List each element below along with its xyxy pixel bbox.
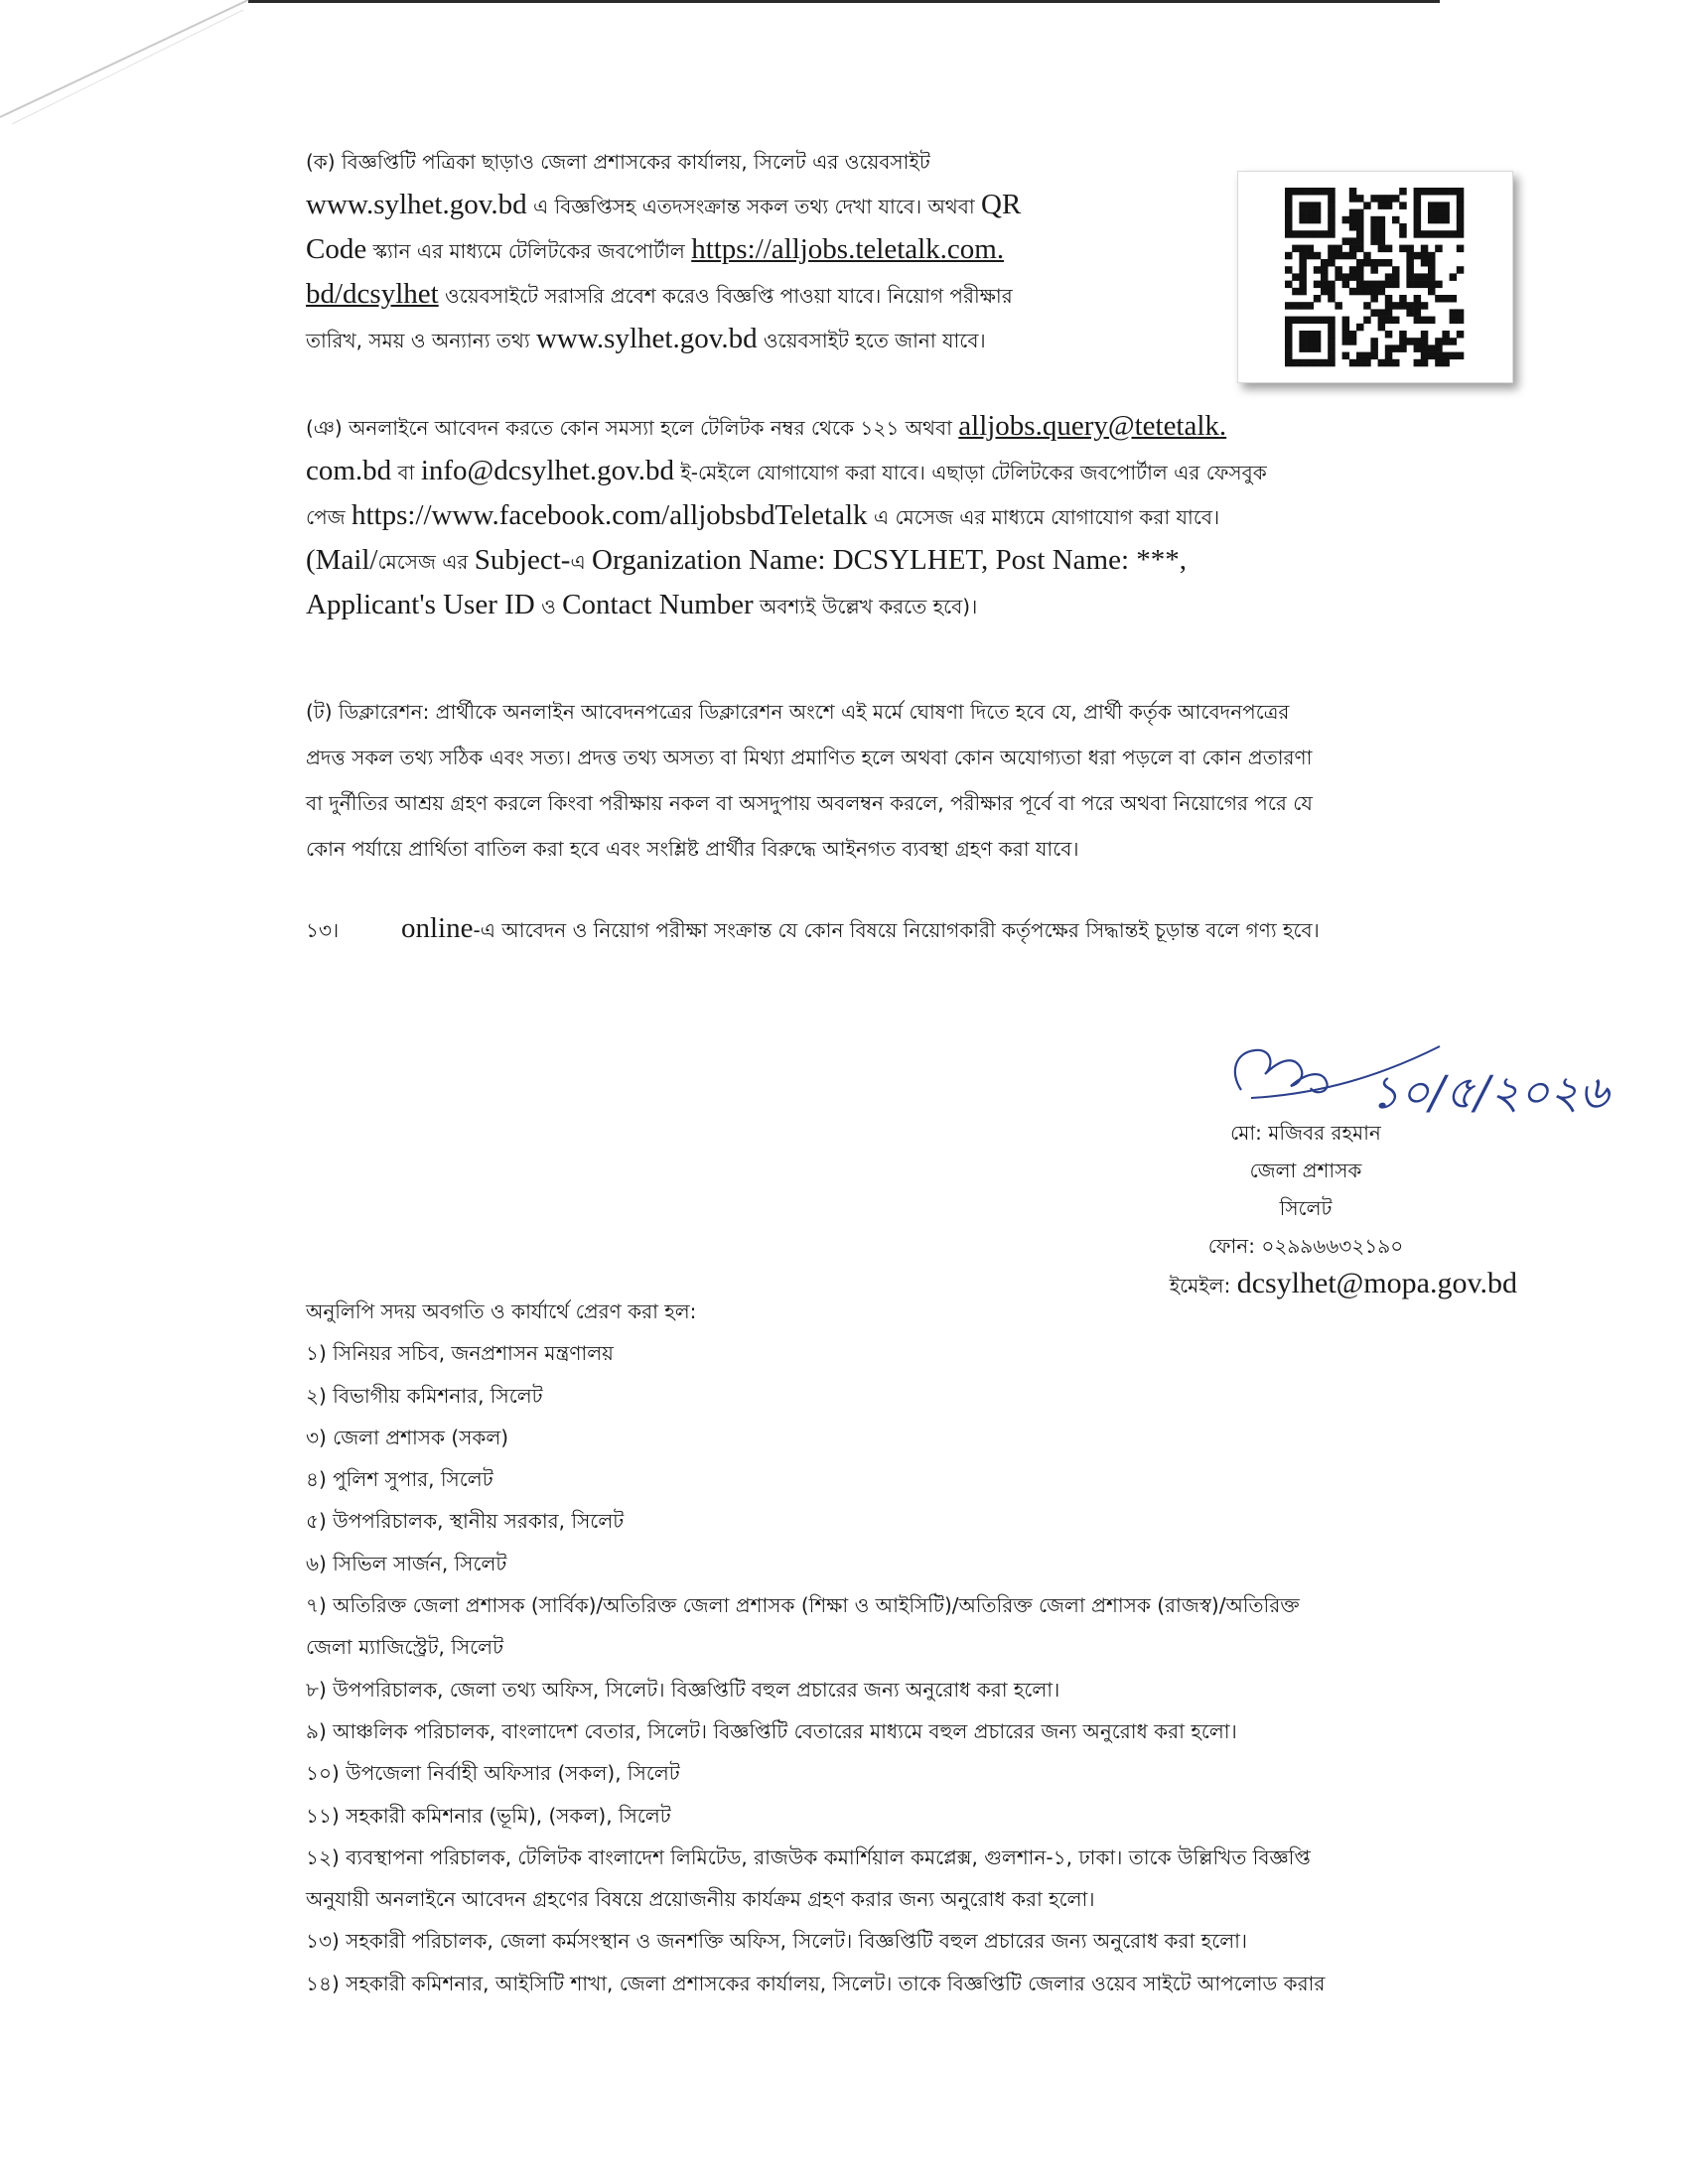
query-email-link[interactable]: alljobs.query@tetetalk. — [958, 410, 1227, 442]
paragraph-nga-line-4: (Mail/মেসেজ এর Subject-এ Organization Name: DCSYLHET, Post Name: ***, — [306, 544, 1188, 576]
copy-list-item: ১৩) সহকারী পরিচালক, জেলা কর্মসংস্থান ও জনশক্তি অফিস, সিলেট। বিজ্ঞপ্তিটি বহুল প্রচারের জন্য অনুরোধ করা হলো। — [306, 1929, 1248, 1954]
paragraph-ta-line: (ট) ডিক্লারেশন: প্রার্থীকে অনলাইন আবেদনপত্রের ডিক্লারেশন অংশে এই মর্মে ঘোষণা দিতে হবে যে, প্রার্থী কর্তৃক আবেদনপত্রের — [306, 700, 1290, 724]
copy-list-item: ১) সিনিয়র সচিব, জনপ্রশাসন মন্ত্রণালয় — [306, 1341, 614, 1366]
paragraph-nga-line-1: (ঞ) অনলাইনে আবেদন করতে কোন সমস্যা হলে টেলিটক নম্বর থেকে ১২১ অথবা alljobs.query@tetetalk. — [306, 410, 1227, 442]
scan-top-edge — [248, 0, 1440, 3]
item-13-online: online — [401, 912, 474, 944]
info-email: info@dcsylhet.gov.bd — [420, 455, 675, 486]
copy-list-item: ২) বিভাগীয় কমিশনার, সিলেট — [306, 1383, 543, 1408]
paragraph-ta-line: প্রদত্ত সকল তথ্য সঠিক এবং সত্য। প্রদত্ত তথ্য অসত্য বা মিথ্যা প্রমাণিত হলে অথবা কোন অযোগ্যতা ধরা পড়লে বা কোন প্রতারণা — [306, 746, 1313, 769]
copy-list-item: ১২) ব্যবস্থাপনা পরিচালক, টেলিটক বাংলাদেশ লিমিটেড, রাজউক কমার্শিয়াল কমপ্লেক্স, গুলশান-১, ঢাকা। তাকে উল্লিখিত বিজ্ঞপ্তি — [306, 1844, 1311, 1869]
paragraph-ta-declaration — [306, 689, 1513, 872]
paragraph-nga-line-3: পেজ https://www.facebook.com/alljobsbdTeletalk এ মেসেজ এর মাধ্যমে যোগাযোগ করা যাবে। — [306, 499, 1220, 531]
copy-list-item: ৫) উপপরিচালক, স্থানীয় সরকার, সিলেট — [306, 1509, 625, 1534]
website-url: www.sylhet.gov.bd — [535, 323, 758, 354]
signatory-name: মো: মজিবর রহমান — [1230, 1121, 1381, 1145]
signatory-block — [1142, 1114, 1517, 1304]
signatory-location: সিলেট — [1279, 1196, 1333, 1220]
copy-list-item: ৪) পুলিশ সুপার, সিলেট — [306, 1467, 493, 1492]
paragraph-ka-line-2: www.sylhet.gov.bd এ বিজ্ঞপ্তিসহ এতদসংক্রান্ত সকল তথ্য দেখা যাবে। অথবা QR — [306, 189, 1022, 220]
paragraph-ka-line-1: (ক) বিজ্ঞপ্তিটি পত্রিকা ছাড়াও জেলা প্রশাসকের কার্যালয়, সিলেট এর ওয়েবসাইট — [306, 150, 930, 174]
copy-list-item: অনুযায়ী অনলাইনে আবেদন গ্রহণের বিষয়ে প্রয়োজনীয় কার্যক্রম গ্রহণ করার জন্য অনুরোধ করা হলো। — [306, 1887, 1095, 1912]
handwritten-signature — [1211, 1013, 1610, 1122]
scan-corner-fold — [0, 0, 258, 139]
item-13-number: ১৩। — [306, 918, 340, 942]
signatory-phone: ফোন: ০২৯৯৬৬৩২১৯০ — [1207, 1234, 1404, 1258]
item-13-text: -এ আবেদন ও নিয়োগ পরীক্ষা সংক্রান্ত যে কোন বিষয়ে নিয়োগকারী কর্তৃপক্ষের সিদ্ধান্তই চূড়ান্ত বলে গণ্য হবে। — [473, 918, 1320, 942]
paragraph-ta-line: কোন পর্যায়ে প্রার্থিতা বাতিল করা হবে এবং সংশ্লিষ্ট প্রার্থীর বিরুদ্ধে আইনগত ব্যবস্থা গ্রহণ করা যাবে। — [306, 837, 1079, 861]
copy-list-item: জেলা ম্যাজিস্ট্রেট, সিলেট — [306, 1635, 503, 1660]
copy-list-item: ১০) উপজেলা নির্বাহী অফিসার (সকল), সিলেট — [306, 1761, 680, 1786]
paragraph-ka-line-4: bd/dcsylhet ওয়েবসাইটে সরাসরি প্রবেশ করেও বিজ্ঞপ্তি পাওয়া যাবে। নিয়োগ পরীক্ষার — [306, 278, 1013, 310]
copy-list-item: ৮) উপপরিচালক, জেলা তথ্য অফিস, সিলেট। বিজ্ঞপ্তিটি বহুল প্রচারের জন্য অনুরোধ করা হলো। — [306, 1677, 1060, 1702]
website-url: www.sylhet.gov.bd — [306, 189, 527, 220]
copy-list-item: ৩) জেলা প্রশাসক (সকল) — [306, 1425, 509, 1449]
paragraph-ta-line: বা দুর্নীতির আশ্রয় গ্রহণ করলে কিংবা পরীক্ষায় নকল বা অসদুপায় অবলম্বন করলে, পরীক্ষার পূর্বে বা পরে অথবা নিয়োগের পরে যে — [306, 791, 1313, 815]
paragraph-nga — [306, 405, 1513, 628]
paragraph-ka — [306, 141, 1199, 362]
paragraph-nga-line-5: Applicant's User ID ও Contact Number অবশ্যই উল্লেখ করতে হবে)। — [306, 589, 978, 620]
copy-list-item: ১১) সহকারী কমিশনার (ভূমি), (সকল), সিলেট — [306, 1803, 671, 1828]
teletalk-job-portal-link[interactable]: https://alljobs.teletalk.com. — [691, 233, 1005, 265]
signature-date: ১০/৫/২০২৬ — [1370, 1065, 1610, 1119]
paragraph-ka-line-5: তারিখ, সময় ও অন্যান্য তথ্য www.sylhet.gov.bd ওয়েবসাইট হতে জানা যাবে। — [306, 323, 986, 354]
signatory-designation: জেলা প্রশাসক — [1249, 1159, 1362, 1182]
item-13 — [306, 908, 1320, 950]
copy-list-heading: অনুলিপি সদয় অবগতি ও কার্যার্থে প্রেরণ করা হল: — [306, 1299, 697, 1323]
copy-list-item: ১৪) সহকারী কমিশনার, আইসিটি শাখা, জেলা প্রশাসকের কার্যালয়, সিলেট। তাকে বিজ্ঞপ্তিটি জেলার ওয়েব সাইটে আপলোড করার — [306, 1971, 1326, 1995]
qr-code-card — [1237, 171, 1513, 383]
copy-list-item: ৯) আঞ্চলিক পরিচালক, বাংলাদেশ বেতার, সিলেট। বিজ্ঞপ্তিটি বেতারের মাধ্যমে বহুল প্রচারের জন্য অনুরোধ করা হলো। — [306, 1718, 1237, 1743]
copy-list-item: ৭) অতিরিক্ত জেলা প্রশাসক (সার্বিক)/অতিরিক্ত জেলা প্রশাসক (শিক্ষা ও আইসিটি)/অতিরিক্ত জেলা প্রশাসক (রাজস্ব)/অতিরিক্ত — [306, 1593, 1300, 1618]
paragraph-ka-line-3: Code স্ক্যান এর মাধ্যমে টেলিটকের জবপোর্টাল https://alljobs.teletalk.com. — [306, 233, 1005, 265]
copy-distribution-list — [306, 1291, 1325, 2004]
teletalk-job-portal-link-cont[interactable]: bd/dcsylhet — [306, 278, 439, 310]
qr-code-icon — [1285, 188, 1464, 366]
facebook-page-url: https://www.facebook.com/alljobsbdTeletalk — [351, 499, 868, 531]
copy-list-item: ৬) সিভিল সার্জন, সিলেট — [306, 1551, 507, 1575]
signatory-email: ইমেইল: dcsylhet@mopa.gov.bd — [1169, 1267, 1517, 1299]
paragraph-nga-line-2: com.bd বা info@dcsylhet.gov.bd ই-মেইলে যোগাযোগ করা যাবে। এছাড়া টেলিটকের জবপোর্টাল এর ফেসবুক — [306, 455, 1267, 486]
